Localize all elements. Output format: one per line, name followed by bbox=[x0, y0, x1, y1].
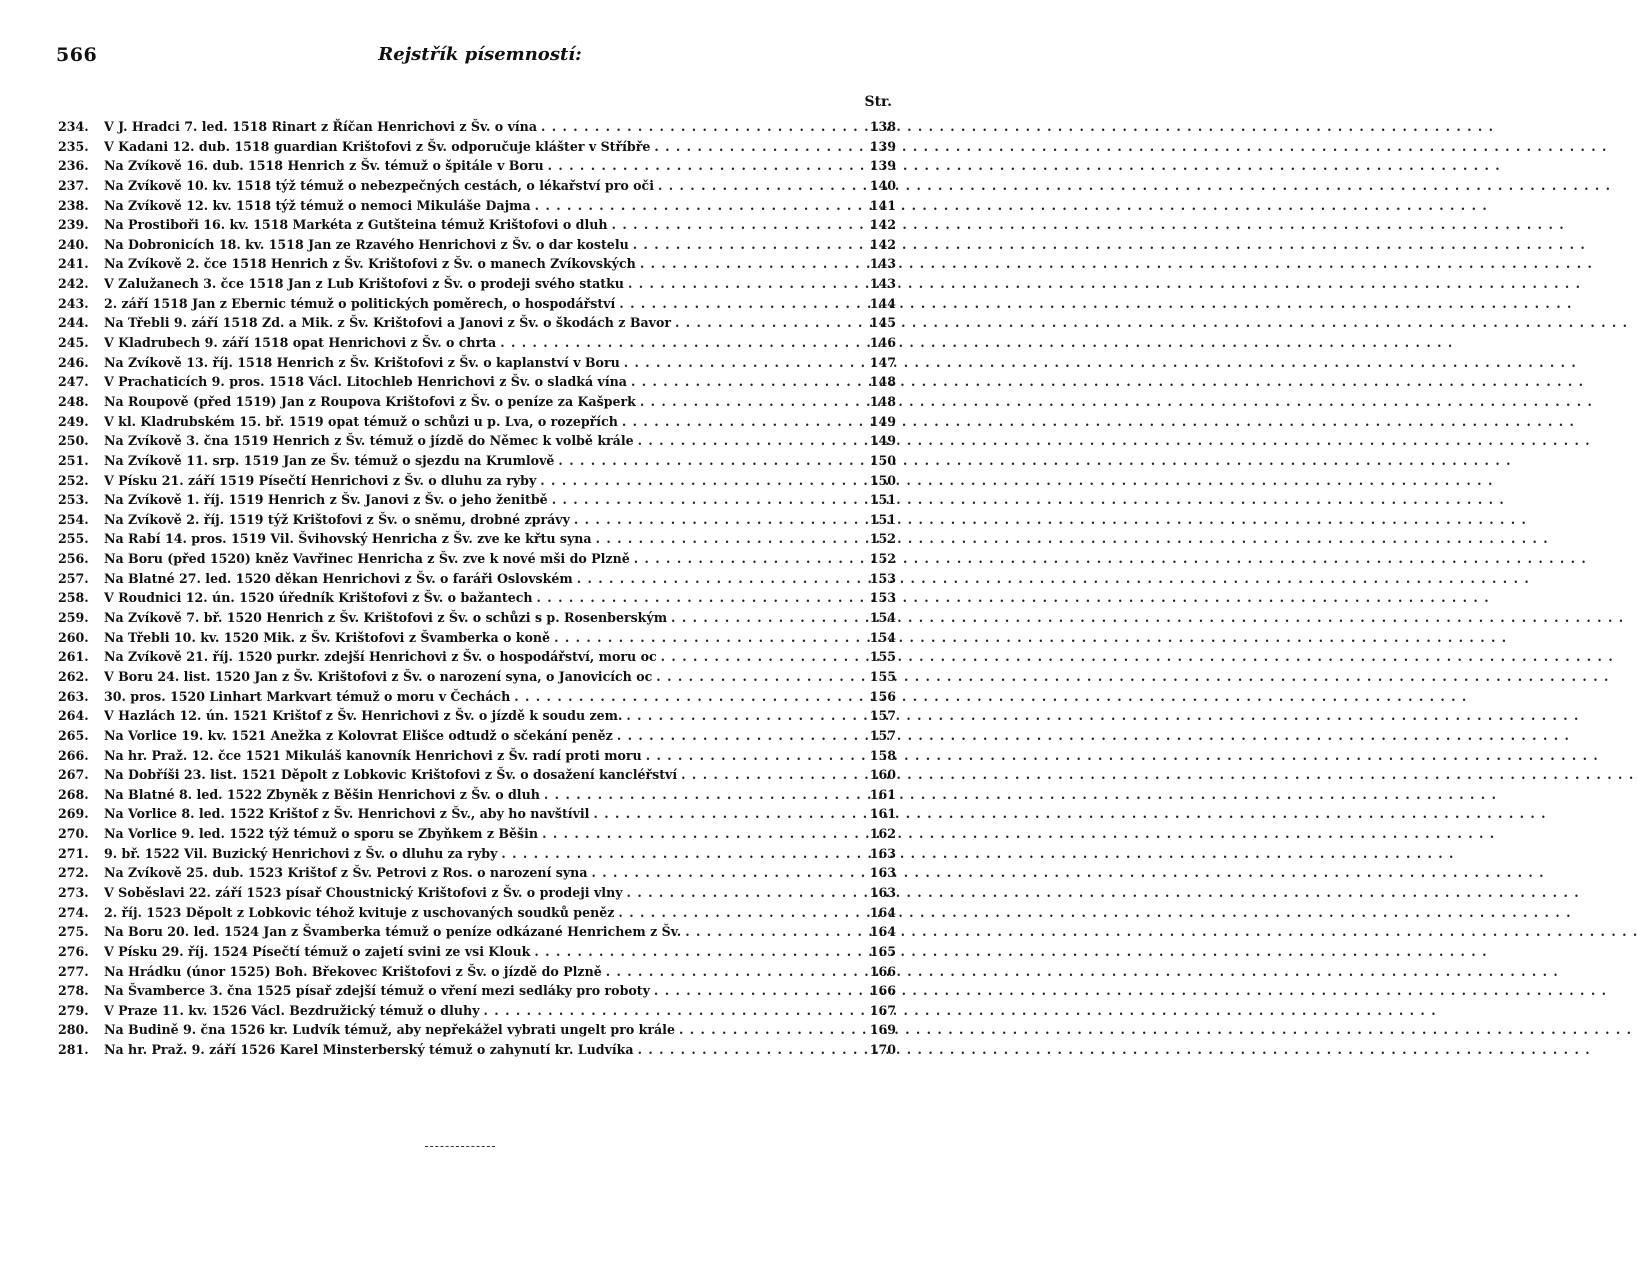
entry-number: 262. bbox=[58, 668, 89, 684]
entry-page-number: 150 bbox=[869, 472, 896, 488]
dot-leader bbox=[650, 137, 866, 157]
entry-text: Na Zvíkově 13. říj. 1518 Henrich z Šv. Krištofovi z Šv. o kaplanství v Boru bbox=[104, 354, 620, 370]
entry-number: 277. bbox=[58, 963, 89, 979]
entry-number: 271. bbox=[58, 845, 89, 861]
entry-page-number: 152 bbox=[869, 531, 896, 547]
entry-number: 281. bbox=[58, 1042, 89, 1058]
entry-page-number: 167 bbox=[869, 1002, 896, 1018]
entry-number: 255. bbox=[58, 531, 89, 547]
entry-number: 238. bbox=[58, 197, 89, 213]
end-divider bbox=[425, 1146, 495, 1147]
index-entry bbox=[58, 863, 896, 883]
entry-page-number: 143 bbox=[869, 276, 896, 292]
entry-number: 267. bbox=[58, 767, 89, 783]
entry-text: Na Hrádku (únor 1525) Boh. Břekovec Krištofovi z Šv. o jízdě do Plzně bbox=[104, 963, 602, 979]
dot-leader bbox=[510, 687, 866, 707]
entry-page-number: 150 bbox=[869, 452, 896, 468]
entry-text: Na Švamberce 3. čna 1525 písař zdejší témuž o vření mezi sedláky pro roboty bbox=[104, 983, 650, 999]
dot-leader bbox=[650, 981, 866, 1001]
index-entry bbox=[58, 196, 896, 216]
dot-leader bbox=[537, 117, 866, 137]
index-entry bbox=[58, 510, 896, 530]
entry-page-number: 146 bbox=[869, 335, 896, 351]
index-entry bbox=[58, 529, 896, 549]
entry-text: Na Boru (před 1520) kněz Vavřinec Henricha z Šv. zve k nové mši do Plzně bbox=[104, 551, 630, 567]
entry-text: Na Blatné 8. led. 1522 Zbyněk z Běšin Henrichovi z Šv. o dluh bbox=[104, 786, 540, 802]
entry-text: V Soběslavi 22. září 1523 písař Choustnický Krištofovi z Šv. o prodeji vlny bbox=[104, 884, 623, 900]
entry-text: Na Vorlice 9. led. 1522 týž témuž o sporu se Zbyňkem z Běšin bbox=[104, 826, 539, 842]
entry-number: 244. bbox=[58, 315, 89, 331]
dot-leader bbox=[634, 431, 866, 451]
index-entry bbox=[58, 254, 896, 274]
entry-page-number: 157 bbox=[869, 708, 896, 724]
index-entry bbox=[58, 431, 896, 451]
index-entry bbox=[58, 746, 896, 766]
entry-text: Na Třebli 9. září 1518 Zd. a Mik. z Šv. Krištofovi a Janovi z Šv. o škodách z Bavor bbox=[104, 315, 671, 331]
entry-page-number: 154 bbox=[869, 629, 896, 645]
entry-number: 273. bbox=[58, 884, 89, 900]
index-entry bbox=[58, 1040, 896, 1060]
entry-page-number: 156 bbox=[869, 688, 896, 704]
dot-leader bbox=[657, 647, 866, 667]
dot-leader bbox=[629, 235, 866, 255]
entry-text: Na Zvíkově 25. dub. 1523 Krištof z Šv. Petrovi z Ros. o narození syna bbox=[104, 865, 588, 881]
index-entry bbox=[58, 608, 896, 628]
entry-page-number: 145 bbox=[869, 315, 896, 331]
entry-text: V Hazlách 12. ún. 1521 Krištof z Šv. Henrichovi z Šv. o jízdě k soudu zem. bbox=[104, 708, 623, 724]
dot-leader bbox=[544, 156, 866, 176]
dot-leader bbox=[671, 313, 866, 333]
entry-text: Na Budině 9. čna 1526 kr. Ludvík témuž, aby nepřekážel vybrati ungelt pro krále bbox=[104, 1022, 675, 1038]
entry-text: Na hr. Praž. 12. čce 1521 Mikuláš kanovník Henrichovi z Šv. radí proti moru bbox=[104, 747, 642, 763]
dot-leader bbox=[497, 844, 866, 864]
entry-number: 253. bbox=[58, 492, 89, 508]
entry-number: 242. bbox=[58, 276, 89, 292]
entry-text: Na Zvíkově 2. říj. 1519 týž Krištofovi z Šv. o sněmu, drobné zprávy bbox=[104, 511, 570, 527]
dot-leader bbox=[675, 1020, 866, 1040]
entry-text: Na hr. Praž. 9. září 1526 Karel Minsterberský témuž o zahynutí kr. Ludvíka bbox=[104, 1042, 634, 1058]
index-entry bbox=[58, 706, 896, 726]
entry-number: 252. bbox=[58, 472, 89, 488]
entry-text: Na Prostiboři 16. kv. 1518 Markéta z Gutšteina témuž Krištofovi o dluh bbox=[104, 217, 608, 233]
index-entry bbox=[58, 294, 896, 314]
entry-number: 249. bbox=[58, 413, 89, 429]
index-entry bbox=[58, 333, 896, 353]
entry-number: 236. bbox=[58, 158, 89, 174]
index-entry bbox=[58, 313, 896, 333]
index-entry bbox=[58, 588, 896, 608]
entry-text: Na Třebli 10. kv. 1520 Mik. z Šv. Krištofovi z Švamberka o koně bbox=[104, 629, 551, 645]
index-entry bbox=[58, 137, 896, 157]
dot-leader bbox=[533, 588, 866, 608]
page-column-label: Str. bbox=[864, 94, 892, 110]
dot-leader bbox=[550, 628, 866, 648]
entry-text: V Boru 24. list. 1520 Jan z Šv. Krištofovi z Šv. o narození syna, o Janovicích oc bbox=[104, 668, 653, 684]
entry-page-number: 148 bbox=[869, 374, 896, 390]
entry-page-number: 148 bbox=[869, 393, 896, 409]
dot-leader bbox=[667, 608, 866, 628]
index-entry bbox=[58, 274, 896, 294]
entry-number: 278. bbox=[58, 983, 89, 999]
dot-leader bbox=[636, 254, 866, 274]
index-entry bbox=[58, 765, 896, 785]
dot-leader bbox=[480, 1001, 866, 1021]
entry-page-number: 144 bbox=[869, 295, 896, 311]
dot-leader bbox=[681, 922, 866, 942]
entry-text: V Prachaticích 9. pros. 1518 Václ. Litochleb Henrichovi z Šv. o sladká vína bbox=[104, 374, 627, 390]
entry-page-number: 164 bbox=[869, 924, 896, 940]
index-entry bbox=[58, 490, 896, 510]
entry-page-number: 147 bbox=[869, 354, 896, 370]
entry-text: 2. září 1518 Jan z Ebernic témuž o politických poměrech, o hospodářství bbox=[104, 295, 616, 311]
entry-number: 270. bbox=[58, 826, 89, 842]
entry-text: V Praze 11. kv. 1526 Václ. Bezdružický témuž o dluhy bbox=[104, 1002, 480, 1018]
index-entry bbox=[58, 117, 896, 137]
entry-text: Na Zvíkově 11. srp. 1519 Jan ze Šv. témuž o sjezdu na Krumlově bbox=[104, 452, 555, 468]
entry-text: Na Zvíkově 2. čce 1518 Henrich z Šv. Krištofovi z Šv. o manech Zvíkovských bbox=[104, 256, 636, 272]
index-entry bbox=[58, 176, 896, 196]
entry-page-number: 155 bbox=[869, 649, 896, 665]
entry-page-number: 162 bbox=[869, 826, 896, 842]
entry-number: 250. bbox=[58, 433, 89, 449]
entry-text: Na Vorlice 8. led. 1522 Krištof z Šv. Henrichovi z Šv., aby ho navštívil bbox=[104, 806, 590, 822]
entry-number: 243. bbox=[58, 295, 89, 311]
entry-page-number: 169 bbox=[869, 1022, 896, 1038]
entry-page-number: 153 bbox=[869, 590, 896, 606]
index-entry bbox=[58, 942, 896, 962]
entry-page-number: 138 bbox=[869, 119, 896, 134]
entry-text: Na Blatné 27. led. 1520 děkan Henrichovi z Šv. o faráři Oslovském bbox=[104, 570, 573, 586]
dot-leader bbox=[630, 549, 866, 569]
index-entry bbox=[58, 392, 896, 412]
index-entry bbox=[58, 883, 896, 903]
entry-page-number: 161 bbox=[869, 806, 896, 822]
entry-number: 251. bbox=[58, 452, 89, 468]
dot-leader bbox=[615, 294, 866, 314]
entry-page-number: 166 bbox=[869, 983, 896, 999]
dot-leader bbox=[614, 903, 866, 923]
dot-leader bbox=[573, 569, 866, 589]
entry-page-number: 163 bbox=[869, 884, 896, 900]
entry-number: 240. bbox=[58, 236, 89, 252]
entry-text: V Kladrubech 9. září 1518 opat Henrichovi z Šv. o chrta bbox=[104, 335, 497, 351]
entry-number: 254. bbox=[58, 511, 89, 527]
entry-text: Na Zvíkově 3. čna 1519 Henrich z Šv. témuž o jízdě do Němec k volbě krále bbox=[104, 433, 634, 449]
dot-leader bbox=[620, 353, 866, 373]
entry-number: 261. bbox=[58, 649, 89, 665]
dot-leader bbox=[636, 392, 866, 412]
entry-page-number: 155 bbox=[869, 668, 896, 684]
page-number: 566 bbox=[56, 44, 98, 66]
dot-leader bbox=[592, 529, 866, 549]
entry-text: V Roudnici 12. ún. 1520 úředník Krištofovi z Šv. o bažantech bbox=[104, 590, 533, 606]
dot-leader bbox=[589, 804, 866, 824]
entry-text: Na Boru 20. led. 1524 Jan z Švamberka témuž o peníze odkázané Henrichem z Šv. bbox=[104, 924, 682, 940]
entry-page-number: 140 bbox=[869, 177, 896, 193]
dot-leader bbox=[536, 471, 866, 491]
entry-page-number: 151 bbox=[869, 492, 896, 508]
entry-page-number: 149 bbox=[869, 413, 896, 429]
entry-text: V Písku 21. září 1519 Písečtí Henrichovi z Šv. o dluhu za ryby bbox=[104, 472, 537, 488]
entry-number: 257. bbox=[58, 570, 89, 586]
entry-page-number: 151 bbox=[869, 511, 896, 527]
index-entry bbox=[58, 156, 896, 176]
entry-text: V kl. Kladrubském 15. bř. 1519 opat témuž o schůzi u p. Lva, o rozepřích bbox=[104, 413, 618, 429]
entry-number: 279. bbox=[58, 1002, 89, 1018]
index-entry bbox=[58, 922, 896, 942]
running-head-title: Rejstřík písemností: bbox=[378, 44, 582, 65]
index-entry-list bbox=[58, 117, 896, 1060]
entry-text: 30. pros. 1520 Linhart Markvart témuž o moru v Čechách bbox=[104, 688, 511, 704]
index-entry bbox=[58, 451, 896, 471]
entry-page-number: 163 bbox=[869, 845, 896, 861]
dot-leader bbox=[627, 372, 866, 392]
entry-text: Na Zvíkově 7. bř. 1520 Henrich z Šv. Krištofovi z Šv. o schůzi s p. Rosenberským bbox=[104, 610, 668, 626]
index-entry bbox=[58, 1020, 896, 1040]
index-entry bbox=[58, 412, 896, 432]
dot-leader bbox=[554, 451, 866, 471]
index-entry bbox=[58, 235, 896, 255]
entry-text: Na Dobronicích 18. kv. 1518 Jan ze Rzavého Henrichovi z Šv. o dar kostelu bbox=[104, 236, 629, 252]
dot-leader bbox=[530, 942, 866, 962]
entry-number: 258. bbox=[58, 590, 89, 606]
entry-number: 266. bbox=[58, 747, 89, 763]
entry-number: 248. bbox=[58, 393, 89, 409]
dot-leader bbox=[531, 196, 866, 216]
entry-page-number: 170 bbox=[869, 1042, 896, 1058]
entry-number: 237. bbox=[58, 177, 89, 193]
dot-leader bbox=[618, 412, 866, 432]
index-entry bbox=[58, 667, 896, 687]
entry-number: 241. bbox=[58, 256, 89, 272]
entry-number: 265. bbox=[58, 727, 89, 743]
entry-text: 9. bř. 1522 Vil. Buzický Henrichovi z Šv. o dluhu za ryby bbox=[104, 845, 498, 861]
entry-text: Na Zvíkově 10. kv. 1518 týž témuž o nebezpečných cestách, o lékařství pro oči bbox=[104, 177, 654, 193]
entry-text: Na Zvíkově 21. říj. 1520 purkr. zdejší Henrichovi z Šv. o hospodářství, moru oc bbox=[104, 649, 657, 665]
index-entry bbox=[58, 687, 896, 707]
entry-text: V Zalužanech 3. čce 1518 Jan z Lub Krištofovi z Šv. o prodeji svého statku bbox=[104, 276, 624, 292]
index-entry bbox=[58, 844, 896, 864]
dot-leader bbox=[623, 883, 866, 903]
entry-page-number: 154 bbox=[869, 610, 896, 626]
entry-page-number: 158 bbox=[869, 747, 896, 763]
index-entry bbox=[58, 215, 896, 235]
dot-leader bbox=[538, 824, 866, 844]
entry-number: 269. bbox=[58, 806, 89, 822]
entry-page-number: 157 bbox=[869, 727, 896, 743]
dot-leader bbox=[677, 765, 866, 785]
index-entry bbox=[58, 1001, 896, 1021]
index-entry bbox=[58, 353, 896, 373]
index-entry bbox=[58, 726, 896, 746]
entry-number: 234. bbox=[58, 119, 89, 134]
entry-page-number: 142 bbox=[869, 217, 896, 233]
entry-text: Na Vorlice 19. kv. 1521 Anežka z Kolovrat Elišce odtudž o sčekání peněz bbox=[104, 727, 613, 743]
entry-number: 260. bbox=[58, 629, 89, 645]
entry-text: Na Zvíkově 12. kv. 1518 týž témuž o nemoci Mikuláše Dajma bbox=[104, 197, 531, 213]
dot-leader bbox=[642, 746, 866, 766]
entry-page-number: 139 bbox=[869, 158, 896, 174]
entry-number: 275. bbox=[58, 924, 89, 940]
entry-number: 239. bbox=[58, 217, 89, 233]
entry-number: 280. bbox=[58, 1022, 89, 1038]
entry-number: 263. bbox=[58, 688, 89, 704]
entry-page-number: 153 bbox=[869, 570, 896, 586]
entry-number: 245. bbox=[58, 335, 89, 351]
entry-number: 276. bbox=[58, 943, 89, 959]
index-entry bbox=[58, 569, 896, 589]
entry-text: Na Zvíkově 1. říj. 1519 Henrich z Šv. Janovi z Šv. o jeho ženitbě bbox=[104, 492, 548, 508]
index-entry bbox=[58, 903, 896, 923]
dot-leader bbox=[548, 490, 866, 510]
entry-page-number: 160 bbox=[869, 767, 896, 783]
entry-page-number: 165 bbox=[869, 943, 896, 959]
index-entry bbox=[58, 549, 896, 569]
index-entry bbox=[58, 981, 896, 1001]
dot-leader bbox=[654, 176, 866, 196]
entry-text: 2. říj. 1523 Děpolt z Lobkovic téhož kvituje z uschovaných soudků peněz bbox=[104, 904, 615, 920]
index-entry bbox=[58, 824, 896, 844]
entry-text: Na Rabí 14. pros. 1519 Vil. Švihovský Henricha z Šv. zve ke křtu syna bbox=[104, 531, 592, 547]
entry-number: 246. bbox=[58, 354, 89, 370]
entry-text: V Písku 29. říj. 1524 Písečtí témuž o zajetí svini ze vsi Klouk bbox=[104, 943, 531, 959]
entry-page-number: 163 bbox=[869, 865, 896, 881]
dot-leader bbox=[608, 215, 866, 235]
entry-text: V Kadani 12. dub. 1518 guardian Krištofovi z Šv. odporučuje klášter v Stříbře bbox=[104, 138, 651, 154]
entry-number: 274. bbox=[58, 904, 89, 920]
entry-text: V J. Hradci 7. led. 1518 Rinart z Říčan Henrichovi z Šv. o vína bbox=[104, 119, 537, 134]
entry-number: 272. bbox=[58, 865, 89, 881]
dot-leader bbox=[613, 726, 866, 746]
dot-leader bbox=[634, 1040, 866, 1060]
entry-page-number: 139 bbox=[869, 138, 896, 154]
entry-page-number: 161 bbox=[869, 786, 896, 802]
index-entry bbox=[58, 471, 896, 491]
dot-leader bbox=[496, 333, 866, 353]
dot-leader bbox=[570, 510, 866, 530]
entry-text: Na Roupově (před 1519) Jan z Roupova Krištofovi z Šv. o peníze za Kašperk bbox=[104, 393, 636, 409]
dot-leader bbox=[622, 706, 866, 726]
entry-text: Na Zvíkově 16. dub. 1518 Henrich z Šv. témuž o špitále v Boru bbox=[104, 158, 544, 174]
entry-number: 259. bbox=[58, 610, 89, 626]
entry-page-number: 141 bbox=[869, 197, 896, 213]
entry-number: 256. bbox=[58, 551, 89, 567]
dot-leader bbox=[540, 785, 866, 805]
index-entry bbox=[58, 804, 896, 824]
index-entry bbox=[58, 962, 896, 982]
dot-leader bbox=[587, 863, 866, 883]
dot-leader bbox=[602, 962, 866, 982]
index-entry bbox=[58, 785, 896, 805]
entry-page-number: 152 bbox=[869, 551, 896, 567]
entry-page-number: 142 bbox=[869, 236, 896, 252]
entry-number: 247. bbox=[58, 374, 89, 390]
entry-number: 235. bbox=[58, 138, 89, 154]
entry-number: 268. bbox=[58, 786, 89, 802]
dot-leader bbox=[652, 667, 866, 687]
dot-leader bbox=[624, 274, 866, 294]
entry-text: Na Dobříši 23. list. 1521 Děpolt z Lobkovic Krištofovi z Šv. o dosažení kancléřství bbox=[104, 767, 678, 783]
entry-page-number: 149 bbox=[869, 433, 896, 449]
index-entry bbox=[58, 372, 896, 392]
index-entry bbox=[58, 628, 896, 648]
entry-page-number: 143 bbox=[869, 256, 896, 272]
entry-number: 264. bbox=[58, 708, 89, 724]
entry-page-number: 166 bbox=[869, 963, 896, 979]
entry-page-number: 164 bbox=[869, 904, 896, 920]
index-entry bbox=[58, 647, 896, 667]
